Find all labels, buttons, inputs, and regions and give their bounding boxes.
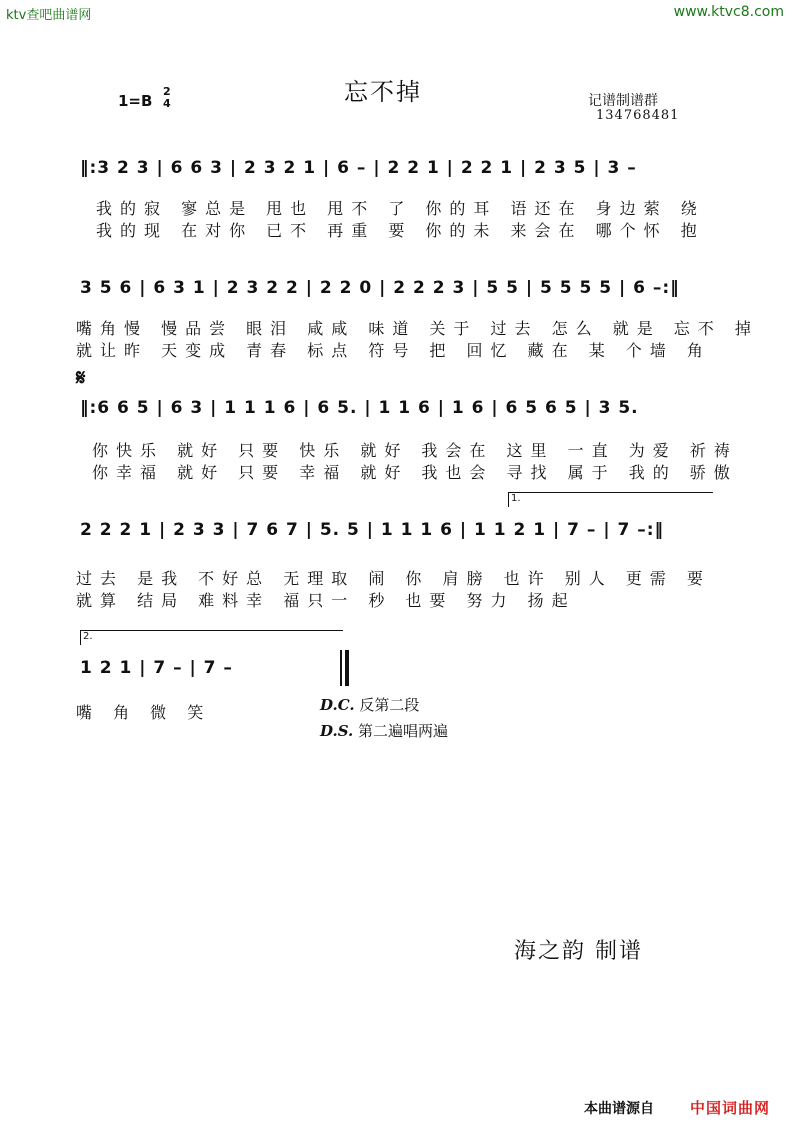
final-barline — [340, 650, 342, 686]
source-label: 本曲谱源自 — [584, 1101, 654, 1117]
notes-system-4: 2 2 2 1 | 2 3 3 | 7 6 7 | 5. 5 | 1 1 1 6 | 1 1 2 1 | 7 – | 7 –:‖ — [80, 520, 665, 540]
watermark-right: www.ktvc8.com — [673, 4, 784, 20]
watermark-left: ktv查吧曲谱网 — [6, 8, 92, 23]
lyrics-system-5-line-1: 嘴 角 微 笑 — [76, 703, 212, 722]
ds-text: 第二遍唱两遍 — [358, 722, 449, 740]
song-title: 忘不掉 — [344, 78, 422, 106]
notes-system-2: 3 5 6 | 6 3 1 | 2 3 2 2 | 2 2 0 | 2 2 2 3 | 5 5 | 5 5 5 5 | 6 –:‖ — [80, 278, 680, 298]
lyrics-system-1-line-2: 我的现 在对你 已不 再重 要 你的未 来会在 哪个怀 抱 — [96, 221, 705, 240]
key-signature: 1=B — [118, 92, 153, 110]
time-signature-top: 2 — [163, 85, 171, 98]
dc-text: 反第二段 — [359, 696, 420, 714]
notes-system-1: ‖:3 2 3 | 6 6 3 | 2 3 2 1 | 6 – | 2 2 1 | 2 2 1 | 2 3 5 | 3 – — [80, 158, 637, 178]
credit-group: 记谱制谱群 — [588, 93, 658, 109]
credit-number: 134768481 — [596, 108, 680, 123]
ds-instruction — [320, 720, 448, 741]
volta-second-label: 2. — [83, 631, 93, 642]
volta-second-ending — [80, 630, 343, 645]
lyrics-system-3-line-2: 你幸福 就好 只要 幸福 就好 我也会 寻找 属于 我的 骄傲 — [92, 463, 738, 482]
lyrics-system-4-line-2: 就算 结局 难料幸 福只一 秒 也要 努力 扬起 — [76, 591, 576, 610]
dc-instruction — [320, 694, 419, 715]
time-signature-bottom: 4 — [163, 97, 171, 110]
final-barline-thick — [345, 650, 349, 686]
lyrics-system-2-line-1: 嘴角慢 慢品尝 眼泪 咸咸 味道 关于 过去 怎么 就是 忘不 掉 — [76, 319, 759, 338]
notes-system-5: 1 2 1 | 7 – | 7 – — [80, 658, 233, 678]
volta-first-label: 1. — [511, 493, 521, 504]
source-site-link[interactable]: 中国词曲网 — [690, 1099, 771, 1117]
dc-abbr: D.C. — [320, 696, 355, 714]
ds-abbr: D.S. — [320, 722, 354, 740]
lyrics-system-4-line-1: 过去 是我 不好总 无理取 闹 你 肩膀 也许 别人 更需 要 — [76, 569, 711, 588]
lyrics-system-3-line-1: 你快乐 就好 只要 快乐 就好 我会在 这里 一直 为爱 祈祷 — [92, 441, 738, 460]
volta-first-ending — [508, 492, 713, 507]
time-signature — [163, 86, 171, 110]
score-maker: 海之韵 制谱 — [514, 939, 643, 964]
lyrics-system-2-line-2: 就让昨 天变成 青春 标点 符号 把 回忆 藏在 某 个墙 角 — [76, 341, 711, 360]
segno-sign: 𝄋 — [76, 366, 86, 391]
lyrics-system-1-line-1: 我的寂 寥总是 甩也 甩不 了 你的耳 语还在 身边萦 绕 — [96, 199, 705, 218]
notes-system-3: ‖:6 6 5 | 6 3 | 1 1 1 6 | 6 5. | 1 1 6 | 1 6 | 6 5 6 5 | 3 5. — [80, 398, 639, 418]
